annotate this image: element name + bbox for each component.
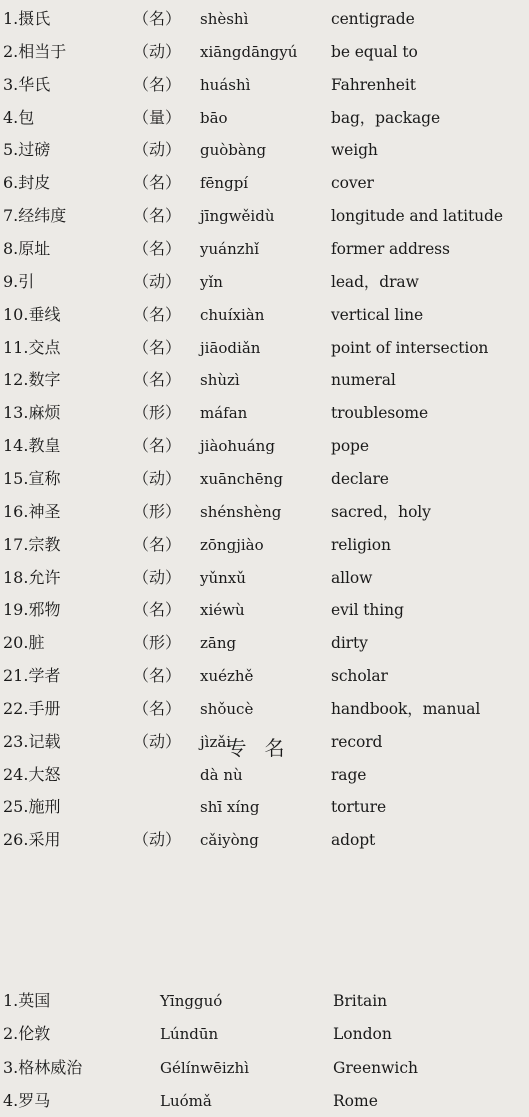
vocab-entry-pinyin: yǐn [200, 272, 223, 291]
vocab-entry-word: 21.学者 [3, 666, 61, 685]
vocab-entry-pos: （名） [133, 173, 182, 193]
vocab-row [0, 660, 529, 692]
proper-noun-english: Britain [333, 992, 388, 1010]
vocab-entry-pos: （动） [133, 140, 182, 160]
vocab-entry-english: declare [331, 469, 389, 488]
vocab-entry-pos: （量） [133, 107, 182, 127]
vocab-entry-english: adopt [331, 831, 376, 850]
vocab-entry-pinyin: zōngjiào [200, 535, 264, 554]
vocab-entry-english: weigh [331, 141, 378, 160]
vocab-entry-pinyin: xiéwù [200, 601, 245, 620]
vocab-entry-word: 2.相当于 [3, 41, 67, 61]
proper-noun-english: London [333, 1025, 392, 1044]
vocab-entry-pos: （名） [133, 304, 182, 324]
vocab-row [0, 693, 529, 725]
vocab-entry-english: troublesome [331, 404, 429, 423]
proper-noun-row [0, 1085, 529, 1117]
vocab-row [0, 332, 529, 364]
vocab-entry-pos: （名） [133, 436, 182, 456]
vocab-entry-english: vertical line [331, 305, 424, 324]
vocab-row [0, 397, 529, 429]
vocab-entry-english: scholar [331, 667, 388, 685]
vocab-entry-word: 25.施刑 [3, 797, 61, 817]
vocab-entry-pinyin: jiāodiǎn [200, 338, 261, 357]
vocab-entry-pos: （动） [133, 271, 182, 291]
vocab-entry-word: 7.经纬度 [3, 206, 67, 226]
vocab-row [0, 430, 529, 462]
vocab-entry-word: 8.原址 [3, 239, 51, 258]
vocab-entry-english: bag，package [331, 108, 441, 127]
vocab-entry-english: evil thing [331, 601, 404, 620]
vocab-row [0, 364, 529, 396]
vocab-entry-pinyin: bāo [200, 108, 228, 127]
vocab-entry-pinyin: jiàohuáng [200, 437, 275, 456]
vocab-row [0, 529, 529, 561]
vocab-entry-pinyin: xuézhě [200, 667, 254, 685]
vocab-entry-word: 1.摄氏 [3, 9, 51, 28]
vocab-entry-word: 19.邪物 [3, 600, 61, 620]
vocab-entry-pinyin: jìzǎi [200, 732, 232, 751]
vocab-entry-pos: （名） [133, 534, 182, 554]
vocab-entry-word: 3.华氏 [3, 74, 51, 94]
vocab-entry-pinyin: chuíxiàn [200, 305, 265, 324]
vocab-row [0, 69, 529, 101]
vocab-entry-english: former address [331, 240, 450, 258]
vocab-entry-pos: （名） [133, 698, 182, 718]
vocab-entry-english: lead，draw [331, 272, 419, 291]
vocab-entry-word: 12.数字 [3, 370, 61, 390]
vocab-row [0, 299, 529, 331]
vocab-row [0, 594, 529, 626]
vocab-entry-pinyin: yuánzhǐ [200, 240, 260, 258]
vocab-entry-word: 14.教皇 [3, 436, 61, 456]
vocab-row [0, 200, 529, 232]
vocab-entry-pinyin: guòbàng [200, 141, 267, 160]
vocab-row [0, 102, 529, 134]
proper-noun-english: Greenwich [333, 1058, 419, 1077]
vocab-entry-word: 22.手册 [3, 698, 61, 718]
vocab-entry-pos: （动） [133, 468, 182, 488]
vocab-entry-pinyin: shǒucè [200, 699, 254, 718]
vocab-entry-pinyin: shèshì [200, 10, 249, 28]
vocab-row [0, 791, 529, 823]
vocab-row [0, 167, 529, 199]
proper-noun-pinyin: Yīngguó [160, 992, 223, 1010]
vocab-entry-word: 16.神圣 [3, 501, 61, 521]
proper-noun-pinyin: Luómǎ [160, 1091, 212, 1110]
vocab-entry-pinyin: zāng [200, 634, 237, 653]
vocab-entry-pos: （动） [133, 41, 182, 61]
vocab-entry-pinyin: yǔnxǔ [200, 568, 246, 587]
vocab-row [0, 134, 529, 166]
vocab-row [0, 627, 529, 659]
proper-noun-english: Rome [333, 1091, 378, 1110]
vocab-entry-english: dirty [331, 634, 368, 653]
vocab-entry-pos: （动） [133, 567, 182, 587]
vocab-entry-english: sacred，holy [331, 502, 431, 521]
vocab-entry-english: centigrade [331, 10, 415, 28]
vocab-entry-pos: （名） [133, 9, 182, 28]
vocab-entry-word: 11.交点 [3, 337, 61, 357]
vocab-entry-pinyin: jīngwěidù [200, 207, 275, 226]
vocab-row [0, 496, 529, 528]
vocab-entry-pos: （名） [133, 600, 182, 620]
vocab-entry-english: record [331, 732, 383, 751]
vocab-entry-pos: （名） [133, 239, 182, 258]
vocab-entry-english: point of intersection [331, 338, 489, 357]
vocab-entry-word: 6.封皮 [3, 173, 51, 193]
proper-nouns-heading: 专名 [226, 736, 303, 760]
proper-noun-row [0, 1052, 529, 1084]
proper-noun-row [0, 1018, 529, 1050]
vocab-entry-pinyin: máfan [200, 404, 248, 423]
vocab-entry-english: longitude and latitude [331, 207, 503, 226]
vocab-entry-pinyin: shùzì [200, 371, 240, 390]
vocab-entry-pos: （形） [133, 501, 182, 521]
vocab-entry-english: religion [331, 535, 391, 554]
vocab-entry-word: 15.宣称 [3, 468, 61, 488]
vocab-entry-english: rage [331, 765, 367, 784]
vocab-entry-pinyin: shī xíng [200, 798, 260, 817]
vocab-entry-word: 9.引 [3, 271, 35, 291]
proper-noun-pinyin: Lúndūn [160, 1025, 219, 1044]
vocab-entry-pos: （名） [133, 206, 182, 226]
vocab-entry-pos: （形） [133, 403, 182, 423]
vocab-entry-english: allow [331, 568, 373, 587]
proper-noun-word: 2.伦敦 [3, 1024, 51, 1044]
vocab-entry-word: 20.脏 [3, 633, 45, 653]
vocab-row [0, 562, 529, 594]
vocab-entry-pinyin: huáshì [200, 75, 251, 94]
vocab-entry-pinyin: fēngpí [200, 174, 249, 193]
vocab-entry-pos: （名） [133, 337, 182, 357]
vocab-entry-word: 26.采用 [3, 830, 61, 850]
vocab-entry-english: torture [331, 798, 387, 817]
vocab-entry-word: 4.包 [3, 107, 35, 127]
vocab-row [0, 233, 529, 265]
vocab-entry-english: Fahrenheit [331, 75, 416, 94]
vocab-row [0, 463, 529, 495]
vocab-entry-word: 17.宗教 [3, 534, 61, 554]
vocab-entry-pinyin: xuānchēng [200, 469, 283, 488]
vocab-entry-pos: （名） [133, 370, 182, 390]
vocab-entry-english: cover [331, 174, 374, 193]
vocab-entry-word: 23.记载 [3, 731, 61, 751]
proper-noun-row [0, 985, 529, 1017]
vocab-entry-word: 24.大怒 [3, 764, 61, 784]
vocab-entry-english: be equal to [331, 42, 418, 61]
vocab-entry-pos: （动） [133, 731, 182, 751]
vocab-entry-pinyin: cǎiyòng [200, 831, 259, 850]
vocab-entry-pinyin: xiāngdāngyú [200, 42, 298, 61]
vocab-entry-english: numeral [331, 371, 396, 390]
vocab-entry-pinyin: shénshèng [200, 502, 282, 521]
vocab-entry-word: 5.过磅 [3, 140, 51, 160]
vocab-row [0, 824, 529, 856]
vocab-entry-pinyin: dà nù [200, 765, 243, 784]
vocab-entry-word: 13.麻烦 [3, 403, 61, 423]
proper-noun-word: 3.格林威治 [3, 1057, 83, 1077]
vocab-entry-pos: （名） [133, 74, 182, 94]
vocab-entry-word: 10.垂线 [3, 304, 61, 324]
vocab-entry-pos: （形） [133, 633, 182, 653]
vocab-row [0, 3, 529, 35]
vocab-entry-pos: （动） [133, 830, 182, 850]
vocab-row [0, 36, 529, 68]
vocab-entry-pos: （名） [133, 666, 182, 685]
vocab-row [0, 266, 529, 298]
vocab-entry-word: 18.允许 [3, 567, 61, 587]
vocab-row [0, 759, 529, 791]
proper-noun-pinyin: Gélínwēizhì [160, 1058, 249, 1077]
proper-noun-word: 4.罗马 [3, 1090, 51, 1110]
vocab-entry-english: pope [331, 437, 369, 456]
proper-noun-word: 1.英国 [3, 991, 51, 1010]
vocab-entry-english: handbook，manual [331, 699, 481, 718]
